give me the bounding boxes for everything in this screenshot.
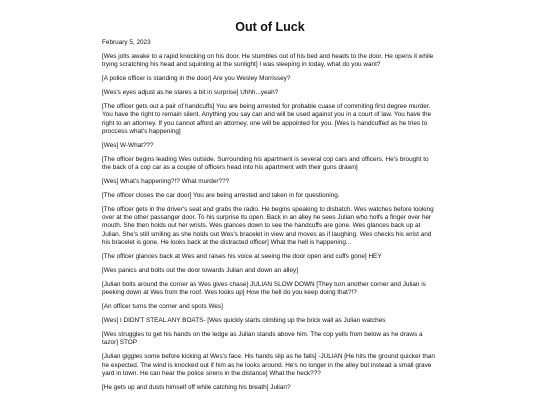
paragraph: [Julian giggles some before kicking at Wes's face. His hands slip as he falls] -JULIAN [He hits the ground quicker than he expected. The wind is knocked out if him as he looks around. He's no longer in the alley but instead a small grave yard in town. He can hear the police sirens in the distance] What the heck??? [102,353,435,377]
paragraph: [Wes jolts awake to a rapid knocking on his door. He stumbles out of his bed and heads to the door. He opens it while trying scratching his head and squinting at the sunlight] I was sleeping in today, what do you want? [102,53,434,69]
document-title: Out of Luck [235,20,305,34]
paragraph: [Julian bolts around the corner as Wes gives chase] JULIAN SLOW DOWN [They turn another corner and Julian is peeking down at Wes from the roof. Wes looks up] How the hell do you keep doing that?!? [102,280,426,296]
paragraph: [The officer begins leading Wes outside. Surrounding his apartment is several cop cars and officers. He's brought to the back of a cop car as a couple of officers head into his apartment with their guns drawn] [102,155,429,171]
paragraph: [Wes's eyes adjust as he stares a bit in surprise] Uhhh...yeah? [102,89,279,97]
paragraph: [Wes] What's happening?!? What murder??? [102,178,230,186]
paragraph: [The officer closes the car door] You are being arrested and taken in for questioning. [102,192,340,200]
paragraph: [He gets up and dusts himself off while catching his breath] Julian? [102,383,291,391]
paragraph: [Wes] W-What??? [102,141,154,149]
paragraph: [Wes panics and bolts out the door towards Julian and down an alley] [102,266,298,274]
paragraph: [Wes struggles to get his hands on the ledge as Julian stands above him. The cop yells from below as he draws a tazor] STOP [102,331,423,347]
paragraph: [Wes] I DIDN'T STEAL ANY BOATS- [Wes quickly starts climbing up the brick wall as Julian watches [102,317,386,325]
paragraph: [An officer turns the corner and spots Wes] [102,303,223,311]
paragraph: [The officer glances back at Wes and raises his voice at seeing the door open and cuffs gone] HEY [102,252,382,260]
document-date: February 5, 2023 [102,39,151,46]
document-body [102,53,438,392]
paragraph: [The officer gets out a pair of handcuffs] You are being arrested for probable cuase of commiting first degree murder. You have the right to remain silent. Anything you say can and will be used against you in a court of law. You have the right to an attorney. If you cannot afford an attorney, one will be appointed for you. [Wes is handcuffed as he tries to proccess what's happening] [102,103,432,135]
paragraph: [The officer gets in the driver's seat and grabs the radio. He begins speaking to disbatch. Wes watches before looking over at the other passanger door. To his surprise its open. Back in an alley he sees Julian who holfs a finger over her mouth. She then holds out her wrists. Wes glances down to see the handcuffs are gone. Wes glances back up at Julian. She's still smiling as she holds out Wes's bracelet in view and moves as if laughing. Wes checks his wrist and his bracelet is gone. He looks back at the distracted officer] What the hell is happening... [102,206,434,246]
paragraph: [A police officer is standing in the door] Are you Wesley Morrissey? [102,75,291,83]
